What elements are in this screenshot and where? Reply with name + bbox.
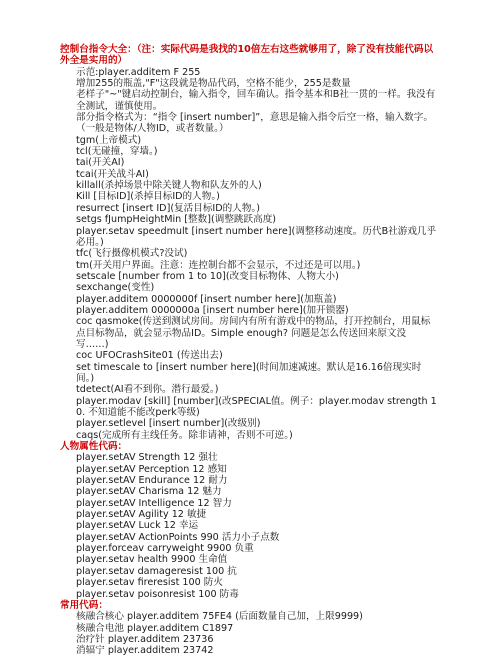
text-line: player.forceav carryweight 9900 负重 [76,543,254,555]
text-line: 治疗针 player.additem 23736 [76,633,214,645]
text-line: killall(杀掉场景中除关键人物和队友外的人) [76,180,262,192]
text-line: 消辐宁 player.additem 23742 [76,645,214,657]
section-heading: 控制台指令大全：（注：实际代码是我找的10倍左右这些就够用了，除了没有技能代码以外全是实用的） [60,44,434,67]
text-line: sexchange(变性) [76,282,155,294]
text-line: player.setAV ActionPoints 990 活力小子点数 [76,531,280,543]
text-line: setscale [number from 1 to 10](改变目标物体、人物大小) [76,270,339,282]
text-line: player.modav [skill] [number](改SPECIAL值。例子：player.modav strength 10. 不知道能不能改perk等级) [76,395,437,418]
text-line: setgs fJumpHeightMin [整数](调整跳跃高度) [76,214,277,226]
text-line: tdetect(AI看不到你。潜行最爱。) [76,384,219,396]
text-line: resurrect [insert ID](复活目标ID的人物。) [76,202,260,214]
text-line: 部分指令格式为：“指令 [insert number]”，意思是输入指令后空一格，输入数字。（一般是物体/人物ID，或者数量。） [76,112,433,135]
document-body [60,44,438,657]
text-line: player.setav health 9900 生命值 [76,554,228,566]
text-line: player.setAV Strength 12 强壮 [76,452,218,464]
text-line: player.setAV Agility 12 敏捷 [76,509,207,521]
text-line: player.setAV Luck 12 幸运 [76,520,199,532]
text-line: tfc(飞行摄像机模式?没试) [76,248,188,260]
text-line: tai(开关AI) [76,157,125,169]
text-line: player.setlevel [insert number](改级别) [76,418,261,430]
text-line: player.setav damageresist 100 抗 [76,565,237,577]
text-line: player.setav poisonresist 100 防毒 [76,588,239,600]
text-line: caqs(完成所有主线任务。除非请神，否则不可逆。) [76,429,293,441]
text-line: coc qasmoke(传送到测试房间。房间内有所有游戏中的物品，打开控制台，用鼠标点目标物品，就会显示物品ID。Simple enough? 问题是怎么传送回来原文没写……) [76,316,431,350]
text-line: tgm(上帝模式) [76,134,142,146]
text-line: tcl(无碰撞，穿墙。) [76,146,158,158]
text-line: tcai(开关战斗AI) [76,168,149,180]
text-line: 核融合电池 player.additem C1897 [76,622,234,634]
text-line: player.setAV Perception 12 感知 [76,463,227,475]
text-line: Kill [目标ID](杀掉目标ID的人物。) [76,191,220,203]
section-heading: 人物属性代码： [60,441,128,453]
text-line: player.additem 0000000f [insert number here](加瓶盖) [76,293,337,305]
text-line: 老样子"~"键启动控制台，输入指令，回车确认。指令基本和B社一贯的一样。我没有全测试，谨慎使用。 [76,89,436,112]
text-line: coc UFOCrashSite01 (传送出去) [76,350,223,362]
text-line: player.setav fireresist 100 防火 [76,577,223,589]
text-line: tm(开关用户界面。注意：连控制台都不会显示，不过还是可以用。) [76,259,361,271]
text-line: 增加255的瓶盖,"F"这段就是物品代码，空格不能少，255是数量 [76,78,351,90]
text-line: player.additem 0000000a [insert number here](加开锁器) [76,304,349,316]
section-heading: 常用代码： [60,599,108,611]
text-line: 核融合核心 player.additem 75FE4 (后面数量自己加，上限9999) [76,611,363,623]
text-line: player.setAV Intelligence 12 智力 [76,497,232,509]
text-line: 示范:player.additem F 255 [76,66,201,78]
text-line: player.setAV Endurance 12 耐力 [76,475,228,487]
text-line: player.setav speedmult [insert number here](调整移动速度。历代B社游戏几乎必用。) [76,225,437,248]
text-line: set timescale to [insert number here](时间加速减速。默认是16.16倍现实时间。) [76,361,422,384]
text-line: player.setAV Charisma 12 魅力 [76,486,222,498]
